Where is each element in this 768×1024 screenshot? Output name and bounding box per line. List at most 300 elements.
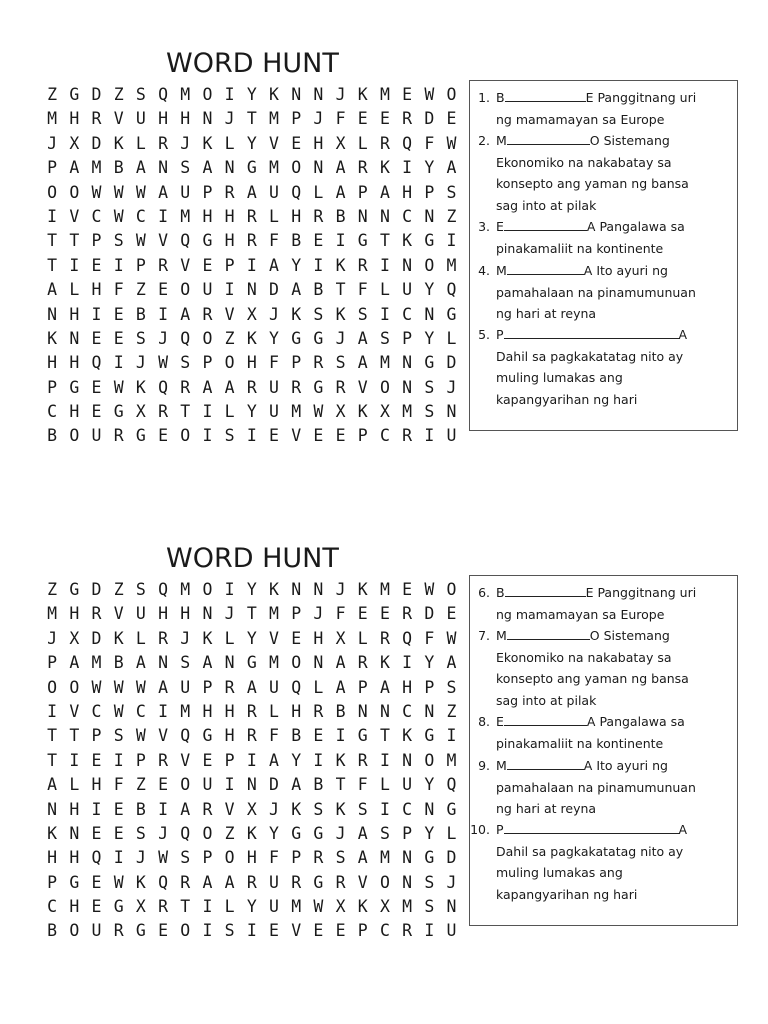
grid-letter: F [357, 775, 368, 795]
grid-letter: A [246, 182, 257, 202]
grid-letter: L [69, 775, 80, 795]
clue-number: 4. [478, 263, 490, 278]
grid-letter: S [135, 328, 146, 348]
grid-letter: K [202, 628, 213, 648]
grid-letter: K [402, 726, 413, 746]
grid-letter: Y [424, 280, 435, 300]
grid-letter: E [113, 328, 124, 348]
grid-letter: H [47, 848, 58, 868]
grid-letter: W [135, 231, 146, 251]
grid-letter: A [446, 158, 457, 178]
grid-letter: A [158, 677, 168, 697]
grid-letter: H [158, 604, 168, 624]
grid-letter: W [158, 848, 168, 868]
grid-letter: I [202, 921, 213, 941]
grid-row [41, 229, 463, 253]
grid-letter: I [91, 304, 102, 324]
grid-letter: M [291, 402, 302, 422]
grid-letter: A [357, 353, 368, 373]
clue-item [478, 216, 728, 259]
grid-letter: Y [424, 158, 435, 178]
grid-letter: P [291, 848, 302, 868]
grid-letter: O [47, 677, 58, 697]
grid-letter: T [379, 231, 390, 251]
grid-letter: W [424, 580, 435, 599]
grid-letter: M [180, 580, 191, 599]
grid-letter: N [424, 799, 435, 819]
grid-letter: H [180, 604, 191, 624]
grid-letter: L [446, 328, 457, 348]
grid-letter: S [424, 402, 435, 422]
grid-letter: Y [424, 775, 435, 795]
grid-letter: R [202, 304, 213, 324]
grid-letter: S [424, 377, 435, 397]
grid-letter: U [402, 280, 413, 300]
grid-row [41, 724, 463, 748]
grid-letter: O [69, 426, 80, 446]
grid-letter: K [47, 328, 58, 348]
grid-letter: J [224, 604, 235, 624]
grid-letter: B [313, 775, 324, 795]
grid-letter: Q [180, 328, 191, 348]
grid-letter: H [69, 848, 80, 868]
grid-letter: E [313, 231, 324, 251]
grid-letter: C [47, 402, 58, 422]
grid-letter: W [446, 133, 457, 153]
grid-letter: W [91, 677, 102, 697]
grid-letter: E [291, 628, 302, 648]
clue-item [478, 755, 728, 820]
grid-letter: J [180, 133, 191, 153]
answer-blank[interactable] [504, 326, 679, 339]
grid-letter: P [202, 353, 213, 373]
grid-letter: N [379, 206, 390, 226]
grid-letter: O [291, 158, 302, 178]
grid-letter: H [313, 628, 324, 648]
grid-letter: U [269, 377, 279, 397]
grid-letter: N [69, 328, 80, 348]
grid-letter: I [313, 750, 324, 770]
grid-letter: O [379, 872, 390, 892]
clue-text-line: kapangyarihan ng hari [496, 886, 638, 902]
grid-letter: W [135, 726, 146, 746]
grid-letter: F [424, 133, 435, 153]
grid-letter: B [113, 653, 124, 673]
grid-letter: U [269, 872, 279, 892]
grid-letter: W [91, 182, 102, 202]
grid-letter: I [202, 897, 213, 917]
clue-number: 6. [478, 585, 490, 600]
clue-text-line: muling lumakas ang [496, 865, 623, 881]
grid-letter: I [335, 231, 346, 251]
grid-letter: G [69, 85, 80, 104]
grid-letter: J [224, 109, 235, 129]
grid-letter: O [224, 353, 235, 373]
grid-letter: S [113, 726, 124, 746]
answer-blank[interactable] [505, 584, 586, 597]
grid-row [41, 700, 463, 724]
grid-letter: P [424, 677, 435, 697]
grid-letter: H [224, 726, 235, 746]
grid-letter: V [269, 133, 279, 153]
grid-letter: E [91, 402, 102, 422]
clue-text-line: ng hari at reyna [496, 801, 597, 817]
grid-letter: M [291, 897, 302, 917]
grid-letter: R [113, 921, 124, 941]
grid-letter: H [224, 231, 235, 251]
grid-letter: S [180, 848, 191, 868]
grid-letter: K [357, 402, 368, 422]
grid-letter: X [246, 799, 257, 819]
grid-letter: R [246, 377, 257, 397]
grid-letter: V [291, 426, 302, 446]
answer-blank[interactable] [507, 627, 590, 640]
grid-letter: B [291, 231, 302, 251]
grid-letter: Q [446, 280, 457, 300]
grid-letter: O [424, 750, 435, 770]
grid-letter: I [446, 231, 457, 251]
grid-letter: V [180, 750, 191, 770]
grid-letter: S [379, 328, 390, 348]
grid-letter: A [47, 775, 58, 795]
grid-letter: R [224, 677, 235, 697]
grid-letter: W [113, 377, 124, 397]
grid-letter: K [335, 799, 346, 819]
grid-letter: K [357, 85, 368, 104]
grid-letter: J [446, 872, 457, 892]
grid-letter: I [224, 580, 235, 599]
grid-letter: J [135, 353, 146, 373]
grid-letter: S [446, 182, 457, 202]
clue-start-letter: M [496, 628, 507, 643]
grid-letter: M [379, 353, 390, 373]
grid-letter: M [269, 109, 279, 129]
grid-letter: I [424, 921, 435, 941]
clue-text-line: konsepto ang yaman ng bansa [496, 671, 689, 687]
grid-letter: H [246, 353, 257, 373]
grid-letter: S [424, 897, 435, 917]
grid-letter: F [269, 353, 279, 373]
grid-letter: S [135, 823, 146, 843]
grid-row [41, 919, 463, 943]
grid-letter: P [402, 328, 413, 348]
grid-row [41, 156, 463, 180]
grid-letter: E [91, 377, 102, 397]
grid-letter: M [180, 85, 191, 104]
grid-letter: G [424, 231, 435, 251]
grid-letter: G [313, 872, 324, 892]
grid-letter: Z [224, 823, 235, 843]
grid-letter: O [202, 823, 213, 843]
clue-number: 7. [478, 628, 490, 643]
grid-letter: O [291, 653, 302, 673]
clue-end-letter: A [678, 327, 688, 342]
grid-letter: T [69, 231, 80, 251]
grid-letter: K [269, 85, 279, 104]
grid-letter: A [224, 377, 235, 397]
grid-letter: V [224, 304, 235, 324]
grid-letter: I [158, 799, 168, 819]
grid-letter: H [69, 353, 80, 373]
grid-letter: V [113, 109, 124, 129]
grid-letter: Y [424, 823, 435, 843]
answer-blank[interactable] [507, 757, 584, 770]
grid-letter: G [69, 580, 80, 599]
grid-letter: V [158, 231, 168, 251]
grid-letter: M [379, 85, 390, 104]
grid-letter: U [180, 677, 191, 697]
grid-letter: R [246, 206, 257, 226]
grid-letter: L [135, 133, 146, 153]
grid-letter: O [180, 426, 191, 446]
grid-letter: U [269, 402, 279, 422]
grid-letter: G [313, 328, 324, 348]
grid-letter: U [135, 109, 146, 129]
grid-letter: A [357, 848, 368, 868]
grid-letter: J [269, 799, 279, 819]
grid-letter: T [246, 604, 257, 624]
grid-letter: V [113, 604, 124, 624]
answer-blank[interactable] [504, 218, 587, 231]
grid-letter: F [357, 280, 368, 300]
grid-letter: S [357, 799, 368, 819]
grid-letter: M [47, 604, 58, 624]
grid-letter: Q [291, 182, 302, 202]
answer-blank[interactable] [507, 132, 590, 145]
grid-letter: P [291, 604, 302, 624]
grid-letter: I [202, 402, 213, 422]
grid-letter: K [357, 580, 368, 599]
grid-letter: Q [91, 353, 102, 373]
grid-letter: A [69, 158, 80, 178]
grid-letter: O [180, 775, 191, 795]
grid-letter: G [357, 231, 368, 251]
grid-letter: O [47, 182, 58, 202]
clue-start-letter: P [496, 822, 504, 837]
clue-end-letter: A [586, 714, 596, 729]
grid-letter: R [335, 872, 346, 892]
grid-letter: T [47, 726, 58, 746]
grid-letter: J [313, 109, 324, 129]
grid-letter: T [47, 255, 58, 275]
grid-letter: N [202, 109, 213, 129]
grid-letter: K [135, 377, 146, 397]
clue-end-letter: A [678, 822, 688, 837]
grid-letter: A [269, 255, 279, 275]
grid-letter: P [202, 677, 213, 697]
grid-letter: K [135, 872, 146, 892]
grid-letter: D [91, 85, 102, 104]
grid-row [41, 602, 463, 626]
grid-letter: T [335, 775, 346, 795]
grid-letter: S [224, 921, 235, 941]
grid-letter: K [335, 255, 346, 275]
grid-letter: R [246, 726, 257, 746]
clue-text: Ito ayuri ng [592, 758, 668, 773]
grid-letter: M [180, 206, 191, 226]
grid-letter: P [47, 158, 58, 178]
grid-letter: H [180, 109, 191, 129]
grid-letter: B [313, 280, 324, 300]
grid-letter: H [224, 701, 235, 721]
clue-end-letter: A [583, 758, 593, 773]
grid-letter: B [135, 799, 146, 819]
grid-letter: O [446, 580, 457, 599]
grid-letter: R [246, 701, 257, 721]
grid-letter: D [269, 775, 279, 795]
grid-letter: V [357, 872, 368, 892]
grid-letter: N [424, 701, 435, 721]
grid-letter: B [135, 304, 146, 324]
grid-letter: S [313, 304, 324, 324]
grid-letter: H [69, 402, 80, 422]
grid-letter: J [446, 377, 457, 397]
grid-letter: G [424, 353, 435, 373]
grid-letter: H [69, 304, 80, 324]
grid-letter: Y [246, 897, 257, 917]
grid-letter: A [357, 823, 368, 843]
grid-letter: Y [246, 85, 257, 104]
grid-letter: S [357, 304, 368, 324]
grid-letter: R [158, 133, 168, 153]
grid-letter: W [313, 402, 324, 422]
grid-letter: A [379, 677, 390, 697]
grid-letter: X [335, 897, 346, 917]
grid-letter: Y [246, 580, 257, 599]
grid-letter: A [202, 158, 213, 178]
clue-text: Pangalawa sa [595, 714, 685, 729]
grid-row [41, 846, 463, 870]
grid-letter: I [69, 750, 80, 770]
grid-letter: J [135, 848, 146, 868]
grid-letter: W [135, 182, 146, 202]
grid-letter: L [446, 823, 457, 843]
grid-letter: E [158, 426, 168, 446]
grid-letter: R [180, 377, 191, 397]
grid-letter: L [357, 133, 368, 153]
answer-blank[interactable] [504, 713, 587, 726]
grid-letter: S [379, 823, 390, 843]
grid-letter: K [113, 628, 124, 648]
grid-letter: N [402, 377, 413, 397]
grid-letter: R [158, 402, 168, 422]
grid-letter: H [313, 133, 324, 153]
grid-letter: L [135, 628, 146, 648]
clue-text-line: ng hari at reyna [496, 306, 597, 322]
grid-letter: P [357, 921, 368, 941]
clue-text: Sistemang [599, 628, 670, 643]
grid-letter: M [446, 750, 457, 770]
grid-letter: G [69, 872, 80, 892]
grid-row [41, 578, 463, 602]
grid-letter: Z [446, 206, 457, 226]
grid-letter: I [424, 426, 435, 446]
grid-letter: N [446, 897, 457, 917]
answer-blank[interactable] [504, 821, 679, 834]
grid-letter: C [135, 701, 146, 721]
clue-text: Sistemang [599, 133, 670, 148]
clue-text-line: pamahalaan na pinamumunuan [496, 779, 696, 795]
grid-letter: D [446, 848, 457, 868]
clue-number: 8. [478, 714, 490, 729]
answer-blank[interactable] [505, 89, 586, 102]
grid-letter: H [202, 206, 213, 226]
grid-letter: Z [47, 85, 58, 104]
clue-start-letter: E [496, 714, 504, 729]
grid-letter: N [158, 158, 168, 178]
grid-letter: Y [269, 328, 279, 348]
grid-letter: U [202, 280, 213, 300]
grid-letter: T [47, 231, 58, 251]
grid-letter: O [424, 255, 435, 275]
grid-letter: P [357, 182, 368, 202]
grid-row [41, 254, 463, 278]
grid-letter: D [446, 353, 457, 373]
grid-letter: N [357, 206, 368, 226]
grid-letter: O [202, 580, 213, 599]
clue-start-letter: B [496, 90, 505, 105]
grid-letter: G [113, 897, 124, 917]
grid-letter: E [402, 580, 413, 599]
grid-row [41, 627, 463, 651]
grid-letter: I [113, 353, 124, 373]
grid-letter: H [69, 799, 80, 819]
grid-letter: C [402, 206, 413, 226]
grid-letter: D [269, 280, 279, 300]
grid-row [41, 327, 463, 351]
grid-letter: S [335, 848, 346, 868]
grid-letter: B [47, 921, 58, 941]
grid-letter: M [47, 109, 58, 129]
clue-text-line: muling lumakas ang [496, 370, 623, 386]
grid-letter: H [91, 775, 102, 795]
grid-row [41, 278, 463, 302]
grid-letter: V [224, 799, 235, 819]
grid-letter: I [402, 158, 413, 178]
grid-letter: W [113, 182, 124, 202]
grid-letter: P [402, 823, 413, 843]
grid-letter: G [291, 823, 302, 843]
grid-letter: R [91, 109, 102, 129]
clue-text-line: ng mamamayan sa Europe [496, 111, 665, 127]
grid-letter: W [113, 872, 124, 892]
grid-letter: H [402, 182, 413, 202]
grid-letter: J [269, 304, 279, 324]
grid-letter: B [335, 206, 346, 226]
grid-letter: X [135, 897, 146, 917]
grid-letter: M [379, 848, 390, 868]
section-title: WORD HUNT [166, 48, 339, 79]
grid-letter: O [69, 677, 80, 697]
grid-letter: U [180, 182, 191, 202]
grid-letter: A [69, 653, 80, 673]
grid-letter: Q [402, 133, 413, 153]
grid-letter: M [91, 158, 102, 178]
grid-letter: C [402, 701, 413, 721]
grid-letter: Q [180, 231, 191, 251]
clue-start-letter: M [496, 758, 507, 773]
grid-letter: N [402, 848, 413, 868]
grid-letter: Z [47, 580, 58, 599]
grid-letter: Q [91, 848, 102, 868]
grid-letter: E [335, 921, 346, 941]
grid-letter: K [379, 158, 390, 178]
clue-text-line: pinakamaliit na kontinente [496, 240, 664, 256]
grid-letter: W [135, 677, 146, 697]
grid-letter: G [291, 328, 302, 348]
grid-letter: E [269, 426, 279, 446]
answer-blank[interactable] [507, 262, 584, 275]
